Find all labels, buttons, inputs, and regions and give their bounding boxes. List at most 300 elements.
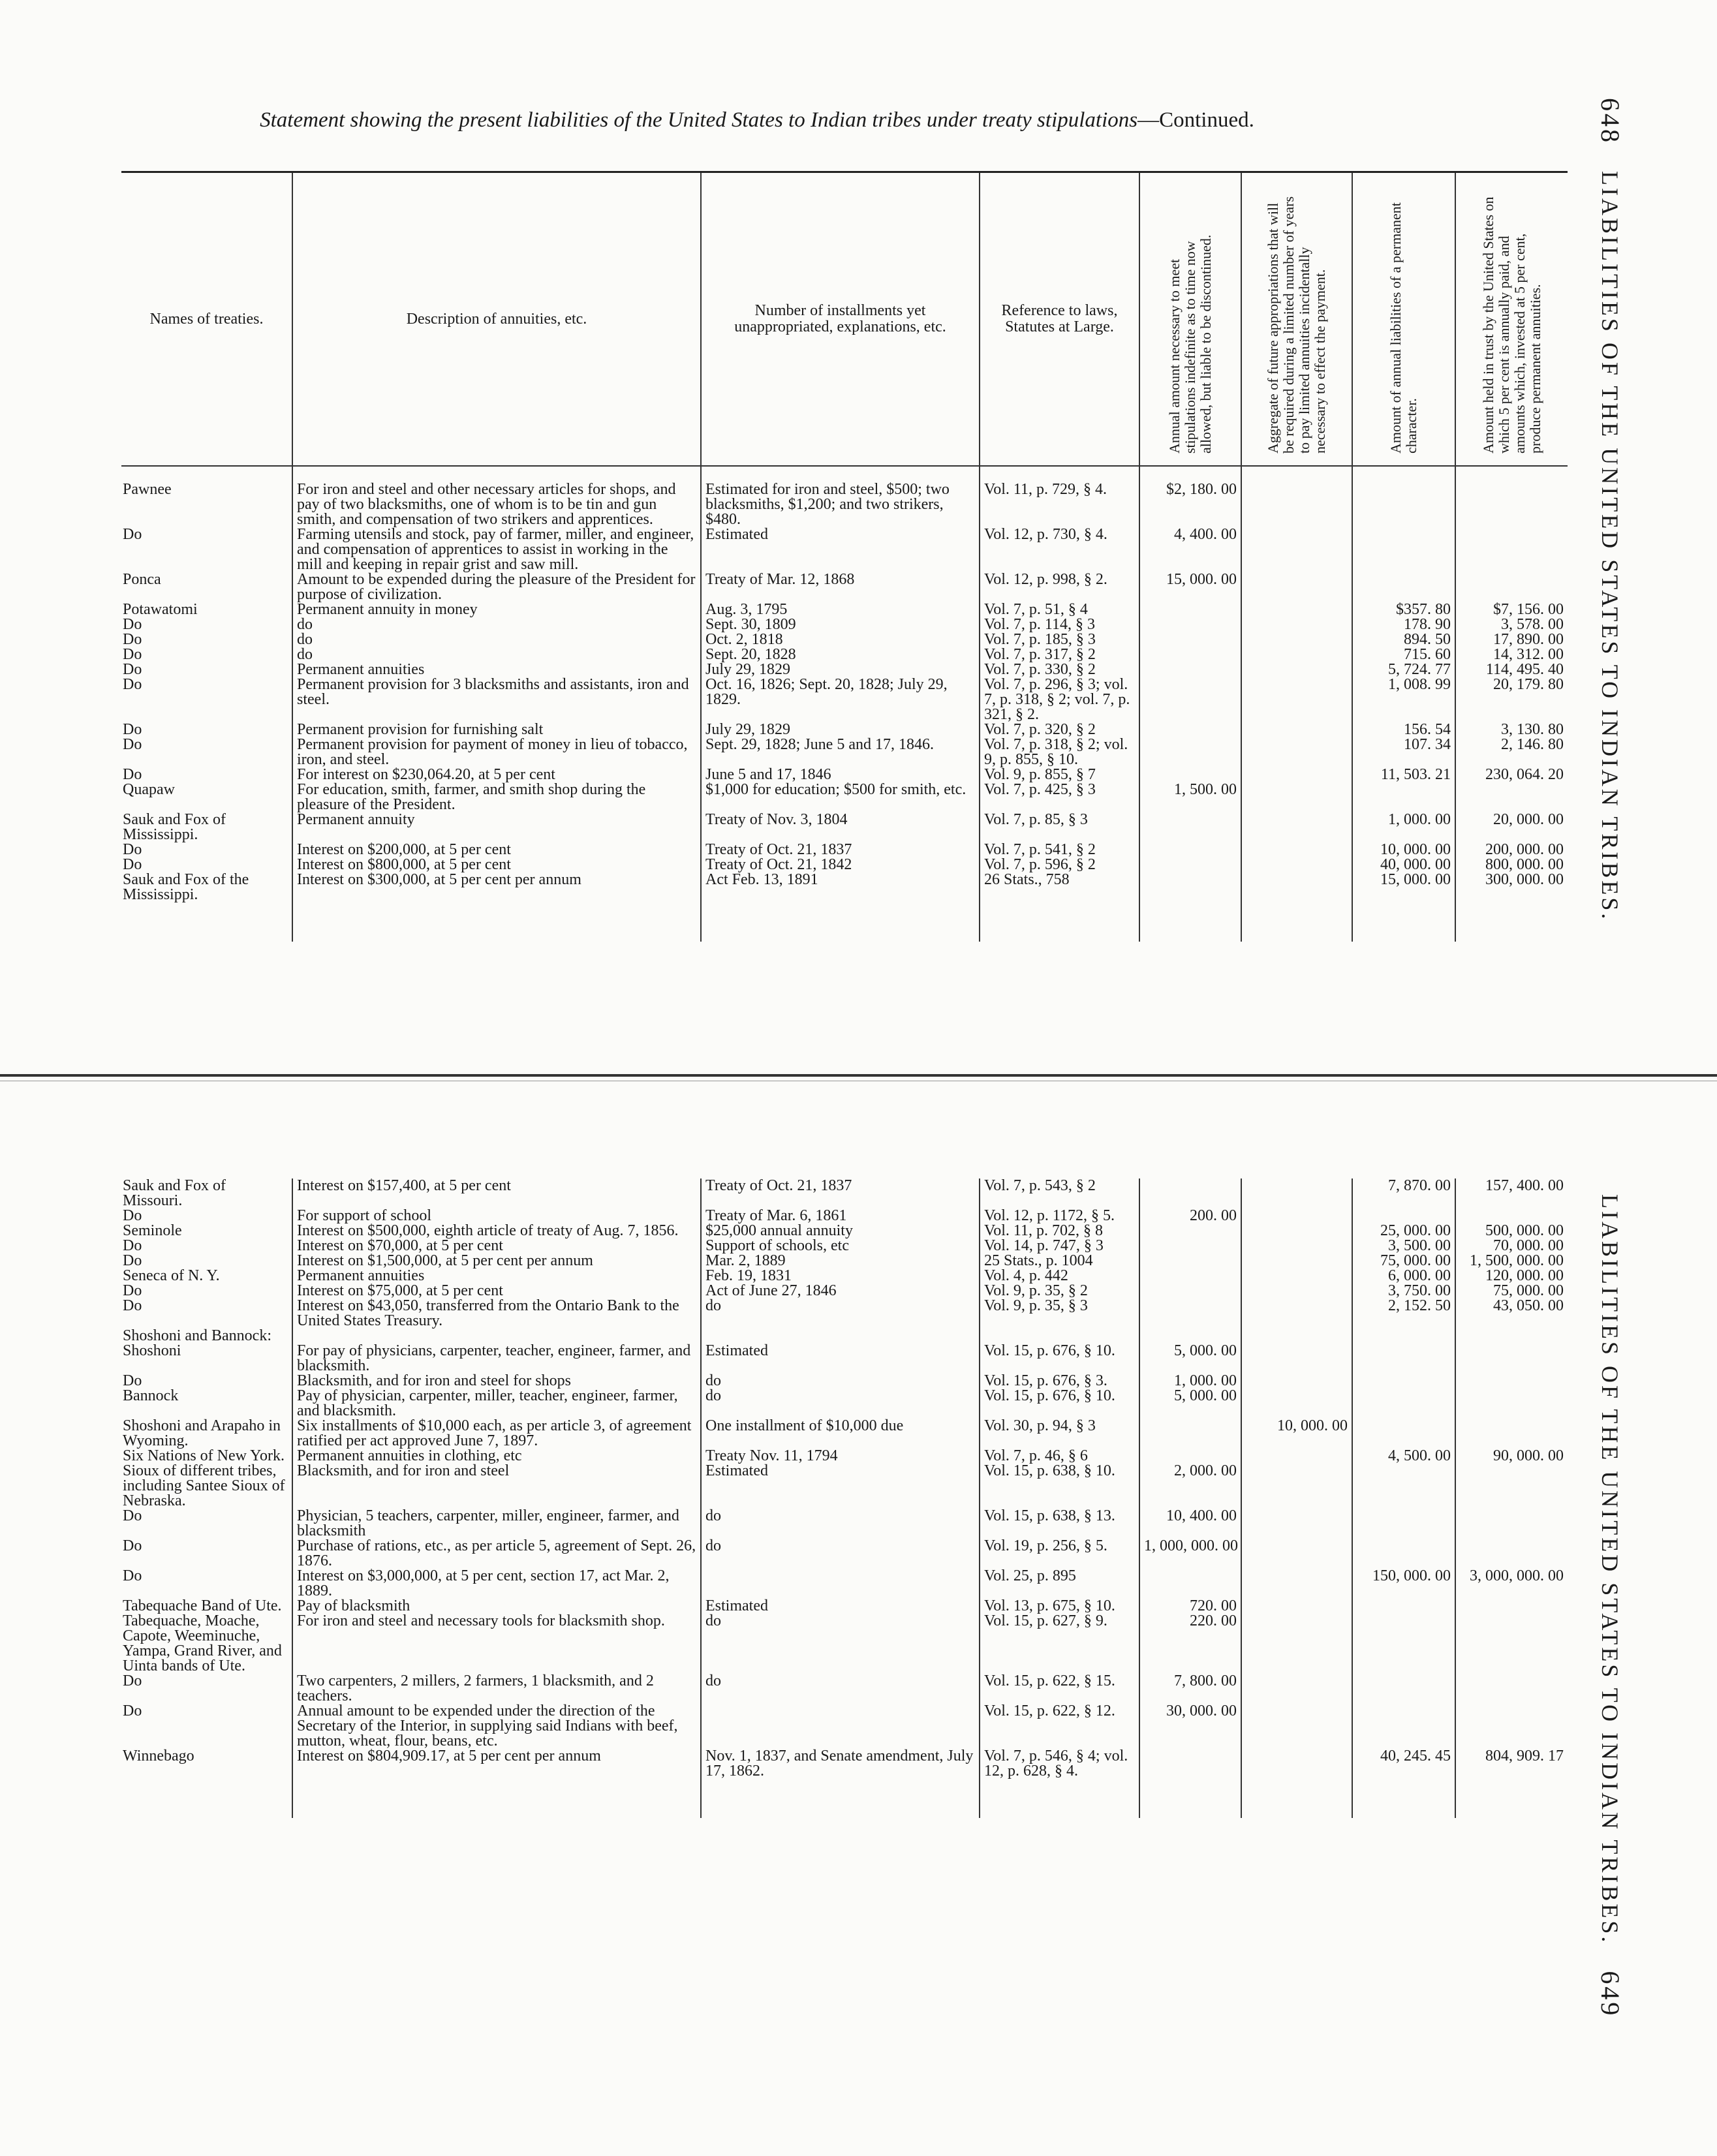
permanent-liability-cell: 10, 000. 00 — [1352, 842, 1455, 857]
trust-amount-cell — [1455, 1329, 1568, 1344]
permanent-liability-cell: 150, 000. 00 — [1352, 1569, 1455, 1599]
aggregate-cell — [1241, 842, 1352, 857]
trust-amount-cell: 804, 909. 17 — [1455, 1749, 1568, 1779]
installments-cell: do — [701, 1374, 980, 1389]
aggregate-cell — [1241, 1749, 1352, 1779]
aggregate-cell — [1241, 1224, 1352, 1239]
reference-cell: Vol. 15, p. 622, § 15. — [980, 1674, 1139, 1704]
annual-amount-cell — [1139, 1749, 1241, 1779]
description-cell: Interest on $800,000, at 5 per cent — [292, 857, 701, 872]
installments-cell: Act of June 27, 1846 — [701, 1284, 980, 1299]
table-row — [121, 1239, 1568, 1254]
aggregate-cell — [1241, 1239, 1352, 1254]
reference-cell: Vol. 9, p. 35, § 2 — [980, 1284, 1139, 1299]
aggregate-cell — [1241, 572, 1352, 602]
trust-amount-cell: 17, 890. 00 — [1455, 632, 1568, 647]
table-row — [121, 812, 1568, 842]
trust-amount-cell: 1, 500, 000. 00 — [1455, 1254, 1568, 1269]
treaty-name-cell: Sauk and Fox of the Mississippi. — [123, 872, 249, 902]
aggregate-cell — [1241, 812, 1352, 842]
aggregate-cell — [1241, 632, 1352, 647]
annual-amount-cell — [1139, 842, 1241, 857]
annual-amount-cell — [1139, 647, 1241, 662]
description-cell: Two carpenters, 2 millers, 2 farmers, 1 blacksmith, and 2 teachers. — [292, 1674, 701, 1704]
installments-cell: Support of schools, etc — [701, 1239, 980, 1254]
reference-cell: Vol. 25, p. 895 — [980, 1569, 1139, 1599]
trust-amount-cell — [1455, 1209, 1568, 1224]
running-title: LIABILITIES OF THE UNITED STATES TO INDIAN TRIBES. — [1597, 171, 1623, 922]
treaty-name-cell: Do — [123, 842, 142, 857]
aggregate-cell — [1241, 782, 1352, 812]
running-title: LIABILITIES OF THE UNITED STATES TO INDIAN TRIBES. — [1597, 1194, 1623, 1945]
annual-amount-cell — [1139, 1569, 1241, 1599]
description-cell: Blacksmith, and for iron and steel for shops — [292, 1374, 701, 1389]
table-row — [121, 842, 1568, 857]
aggregate-cell — [1241, 1704, 1352, 1749]
reference-cell: Vol. 7, p. 185, § 3 — [980, 632, 1139, 647]
permanent-liability-cell — [1352, 1344, 1455, 1374]
reference-cell: Vol. 15, p. 676, § 10. — [980, 1344, 1139, 1374]
annual-amount-cell — [1139, 1299, 1241, 1329]
trust-amount-cell: 3, 000, 000. 00 — [1455, 1569, 1568, 1599]
permanent-liability-cell — [1352, 1419, 1455, 1449]
permanent-liability-cell: 40, 000. 00 — [1352, 857, 1455, 872]
treaty-name-cell: Sauk and Fox of Mississippi. — [123, 812, 226, 842]
installments-cell: Treaty of Mar. 12, 1868 — [701, 572, 980, 602]
description-cell: For education, smith, farmer, and smith shop during the pleasure of the President. — [292, 782, 701, 812]
reference-cell: Vol. 19, p. 256, § 5. — [980, 1539, 1139, 1569]
liabilities-table-lower — [121, 1178, 1568, 1818]
aggregate-cell — [1241, 722, 1352, 737]
trust-amount-cell: 14, 312. 00 — [1455, 647, 1568, 662]
permanent-liability-cell: 15, 000. 00 — [1352, 872, 1455, 902]
annual-amount-cell: 30, 000. 00 — [1139, 1704, 1241, 1749]
page-title: Statement showing the present liabilities of the United States to Indian tribes under treaty stipulations—Continued. — [260, 108, 1254, 132]
permanent-liability-cell: 2, 152. 50 — [1352, 1299, 1455, 1329]
annual-amount-cell: 7, 800. 00 — [1139, 1674, 1241, 1704]
treaty-name-cell: Tabequache, Moache, Capote, Weeminuche, Yampa, Grand River, and Uinta bands of Ute. — [123, 1614, 282, 1674]
annual-amount-cell — [1139, 1449, 1241, 1464]
reference-cell: Vol. 14, p. 747, § 3 — [980, 1239, 1139, 1254]
permanent-liability-cell: 4, 500. 00 — [1352, 1449, 1455, 1464]
column-header: Aggregate of future appropriations that will be required during a limited number of years to pay limited annuities incidentally necessary to effect the payment. — [1241, 172, 1352, 467]
treaty-name-cell: Do — [123, 1674, 142, 1689]
table-row — [121, 1704, 1568, 1749]
annual-amount-cell: 5, 000. 00 — [1139, 1344, 1241, 1374]
reference-cell: Vol. 7, p. 541, § 2 — [980, 842, 1139, 857]
trust-amount-cell — [1455, 1599, 1568, 1614]
annual-amount-cell — [1139, 1269, 1241, 1284]
installments-cell: Feb. 19, 1831 — [701, 1269, 980, 1284]
aggregate-cell — [1241, 1374, 1352, 1389]
permanent-liability-cell — [1352, 572, 1455, 602]
trust-amount-cell — [1455, 1389, 1568, 1419]
permanent-liability-cell — [1352, 1539, 1455, 1569]
annual-amount-cell: 720. 00 — [1139, 1599, 1241, 1614]
reference-cell: Vol. 15, p. 638, § 13. — [980, 1509, 1139, 1539]
treaty-name-cell: Six Nations of New York. — [123, 1449, 285, 1464]
page-number: 649 — [1596, 1971, 1625, 2018]
reference-cell: Vol. 7, p. 318, § 2; vol. 9, p. 855, § 10. — [980, 737, 1139, 767]
aggregate-cell — [1241, 527, 1352, 572]
treaty-name-cell: Shoshoni and Bannock: — [123, 1329, 271, 1344]
installments-cell: Oct. 16, 1826; Sept. 20, 1828; July 29, 1829. — [701, 677, 980, 722]
table-row — [121, 1329, 1568, 1344]
treaty-name-cell: Do — [123, 1284, 142, 1299]
reference-cell: Vol. 30, p. 94, § 3 — [980, 1419, 1139, 1449]
trust-amount-cell: 3, 130. 80 — [1455, 722, 1568, 737]
description-cell: Interest on $3,000,000, at 5 per cent, section 17, act Mar. 2, 1889. — [292, 1569, 701, 1599]
table-row — [121, 872, 1568, 902]
table-end-row — [121, 1779, 1568, 1818]
installments-cell: Treaty of Mar. 6, 1861 — [701, 1209, 980, 1224]
column-header: Amount of annual liabilities of a permanent character. — [1352, 172, 1455, 467]
description-cell: Permanent annuities — [292, 1269, 701, 1284]
permanent-liability-cell: 107. 34 — [1352, 737, 1455, 767]
description-cell: do — [292, 632, 701, 647]
table-row — [121, 857, 1568, 872]
permanent-liability-cell: 40, 245. 45 — [1352, 1749, 1455, 1779]
installments-cell: do — [701, 1389, 980, 1419]
table-row — [121, 662, 1568, 677]
permanent-liability-cell — [1352, 1599, 1455, 1614]
annual-amount-cell — [1139, 722, 1241, 737]
trust-amount-cell — [1455, 527, 1568, 572]
table-row — [121, 1224, 1568, 1239]
table-header-row — [121, 172, 1568, 467]
permanent-liability-cell — [1352, 1329, 1455, 1344]
table-row — [121, 1539, 1568, 1569]
permanent-liability-cell: 178. 90 — [1352, 617, 1455, 632]
annual-amount-cell — [1139, 662, 1241, 677]
treaty-name-cell: Do — [123, 1539, 142, 1554]
table-end-row — [121, 902, 1568, 942]
annual-amount-cell: 200. 00 — [1139, 1209, 1241, 1224]
reference-cell: Vol. 9, p. 35, § 3 — [980, 1299, 1139, 1329]
installments-cell: July 29, 1829 — [701, 722, 980, 737]
annual-amount-cell: 5, 000. 00 — [1139, 1389, 1241, 1419]
installments-cell: Treaty of Oct. 21, 1837 — [701, 1178, 980, 1209]
treaty-name-cell: Do — [123, 647, 142, 662]
aggregate-cell — [1241, 857, 1352, 872]
aggregate-cell — [1241, 1599, 1352, 1614]
installments-cell: do — [701, 1509, 980, 1539]
liabilities-table-upper — [121, 171, 1568, 942]
permanent-liability-cell: 715. 60 — [1352, 647, 1455, 662]
aggregate-cell — [1241, 1254, 1352, 1269]
trust-amount-cell: 230, 064. 20 — [1455, 767, 1568, 782]
permanent-liability-cell — [1352, 1389, 1455, 1419]
trust-amount-cell: 70, 000. 00 — [1455, 1239, 1568, 1254]
description-cell: Physician, 5 teachers, carpenter, miller, engineer, farmer, and blacksmith — [292, 1509, 701, 1539]
reference-cell: Vol. 15, p. 676, § 10. — [980, 1389, 1139, 1419]
trust-amount-cell — [1455, 1539, 1568, 1569]
treaty-name-cell: Do — [123, 662, 142, 677]
reference-cell: Vol. 7, p. 320, § 2 — [980, 722, 1139, 737]
description-cell: For pay of physicians, carpenter, teacher, engineer, farmer, and blacksmith. — [292, 1344, 701, 1374]
spacer-row — [121, 466, 1568, 482]
trust-amount-cell: 120, 000. 00 — [1455, 1269, 1568, 1284]
treaty-name-cell: Do — [123, 1299, 142, 1314]
reference-cell — [980, 1329, 1139, 1344]
aggregate-cell — [1241, 1178, 1352, 1209]
installments-cell: do — [701, 1614, 980, 1674]
description-cell: Permanent provision for furnishing salt — [292, 722, 701, 737]
aggregate-cell — [1241, 872, 1352, 902]
permanent-liability-cell: $357. 80 — [1352, 602, 1455, 617]
reference-cell: Vol. 7, p. 46, § 6 — [980, 1449, 1139, 1464]
column-header: Reference to laws, Statutes at Large. — [980, 172, 1139, 467]
table-row — [121, 1419, 1568, 1449]
annual-amount-cell: 2, 000. 00 — [1139, 1464, 1241, 1509]
table-row — [121, 1449, 1568, 1464]
annual-amount-cell — [1139, 1329, 1241, 1344]
aggregate-cell — [1241, 1389, 1352, 1419]
aggregate-cell — [1241, 1299, 1352, 1329]
aggregate-cell — [1241, 1329, 1352, 1344]
installments-cell: Nov. 1, 1837, and Senate amendment, July 17, 1862. — [701, 1749, 980, 1779]
trust-amount-cell: 500, 000. 00 — [1455, 1224, 1568, 1239]
trust-amount-cell — [1455, 572, 1568, 602]
page-number: 648 — [1596, 98, 1625, 145]
table-row — [121, 1209, 1568, 1224]
installments-cell: One installment of $10,000 due — [701, 1419, 980, 1449]
permanent-liability-cell — [1352, 1509, 1455, 1539]
trust-amount-cell: 800, 000. 00 — [1455, 857, 1568, 872]
treaty-name-cell: Do — [123, 1239, 142, 1254]
installments-cell: Treaty Nov. 11, 1794 — [701, 1449, 980, 1464]
aggregate-cell — [1241, 1614, 1352, 1674]
installments-cell: Treaty of Oct. 21, 1837 — [701, 842, 980, 857]
aggregate-cell — [1241, 737, 1352, 767]
treaty-name-cell: Winnebago — [123, 1749, 194, 1764]
trust-amount-cell: 3, 578. 00 — [1455, 617, 1568, 632]
permanent-liability-cell: 11, 503. 21 — [1352, 767, 1455, 782]
annual-amount-cell: 4, 400. 00 — [1139, 527, 1241, 572]
aggregate-cell — [1241, 1209, 1352, 1224]
annual-amount-cell — [1139, 1419, 1241, 1449]
treaty-name-cell: Bannock — [123, 1389, 179, 1404]
table-row — [121, 677, 1568, 722]
description-cell: Blacksmith, and for iron and steel — [292, 1464, 701, 1509]
table-row — [121, 1344, 1568, 1374]
aggregate-cell — [1241, 677, 1352, 722]
table-row — [121, 617, 1568, 632]
trust-amount-cell: 90, 000. 00 — [1455, 1449, 1568, 1464]
description-cell: do — [292, 647, 701, 662]
trust-amount-cell — [1455, 1419, 1568, 1449]
description-cell: do — [292, 617, 701, 632]
running-header-bottom — [1595, 1194, 1626, 2018]
treaty-name-cell: Tabequache Band of Ute. — [123, 1599, 282, 1614]
aggregate-cell — [1241, 1464, 1352, 1509]
treaty-name-cell: Sauk and Fox of Missouri. — [123, 1178, 226, 1209]
description-cell: Permanent annuities — [292, 662, 701, 677]
table-row — [121, 1284, 1568, 1299]
table-row — [121, 722, 1568, 737]
description-cell: Interest on $70,000, at 5 per cent — [292, 1239, 701, 1254]
description-cell: Interest on $43,050, transferred from the Ontario Bank to the United States Treasury. — [292, 1299, 701, 1329]
trust-amount-cell — [1455, 482, 1568, 527]
table-row — [121, 1599, 1568, 1614]
aggregate-cell — [1241, 1449, 1352, 1464]
reference-cell: Vol. 7, p. 85, § 3 — [980, 812, 1139, 842]
aggregate-cell — [1241, 662, 1352, 677]
permanent-liability-cell — [1352, 1674, 1455, 1704]
table-row — [121, 1178, 1568, 1209]
description-cell: Interest on $500,000, eighth article of treaty of Aug. 7, 1856. — [292, 1224, 701, 1239]
table-row — [121, 1749, 1568, 1779]
treaty-name-cell: Do — [123, 737, 142, 753]
treaty-name-cell: Do — [123, 722, 142, 737]
permanent-liability-cell: 1, 000. 00 — [1352, 812, 1455, 842]
permanent-liability-cell — [1352, 1209, 1455, 1224]
reference-cell: Vol. 7, p. 425, § 3 — [980, 782, 1139, 812]
description-cell: Interest on $300,000, at 5 per cent per annum — [292, 872, 701, 902]
description-cell: For support of school — [292, 1209, 701, 1224]
treaty-name-cell: Do — [123, 677, 142, 693]
annual-amount-cell — [1139, 1178, 1241, 1209]
reference-cell: Vol. 15, p. 627, § 9. — [980, 1614, 1139, 1674]
annual-amount-cell — [1139, 812, 1241, 842]
installments-cell: Sept. 20, 1828 — [701, 647, 980, 662]
reference-cell: Vol. 15, p. 676, § 3. — [980, 1374, 1139, 1389]
treaty-name-cell: Pawnee — [123, 482, 172, 498]
annual-amount-cell — [1139, 1254, 1241, 1269]
table-row — [121, 1374, 1568, 1389]
installments-cell — [701, 1704, 980, 1749]
reference-cell: Vol. 7, p. 596, § 2 — [980, 857, 1139, 872]
reference-cell: Vol. 7, p. 317, § 2 — [980, 647, 1139, 662]
trust-amount-cell: 20, 000. 00 — [1455, 812, 1568, 842]
treaty-name-cell: Shoshoni — [123, 1344, 181, 1359]
aggregate-cell — [1241, 1539, 1352, 1569]
table-row — [121, 632, 1568, 647]
description-cell: For iron and steel and other necessary articles for shops, and pay of two blacksmiths, one of whom is to be tin and gun smith, and compensation of two strikers and apprentices. — [292, 482, 701, 527]
trust-amount-cell — [1455, 1614, 1568, 1674]
table-row — [121, 572, 1568, 602]
installments-cell: Sept. 30, 1809 — [701, 617, 980, 632]
annual-amount-cell — [1139, 602, 1241, 617]
trust-amount-cell: 114, 495. 40 — [1455, 662, 1568, 677]
description-cell: For iron and steel and necessary tools for blacksmith shop. — [292, 1614, 701, 1674]
aggregate-cell — [1241, 767, 1352, 782]
description-cell: Annual amount to be expended under the direction of the Secretary of the Interior, in supplying said Indians with beef, mutton, wheat, flour, beans, etc. — [292, 1704, 701, 1749]
reference-cell: Vol. 7, p. 51, § 4 — [980, 602, 1139, 617]
trust-amount-cell: 157, 400. 00 — [1455, 1178, 1568, 1209]
treaty-name-cell: Seneca of N. Y. — [123, 1269, 220, 1284]
description-cell: Pay of physician, carpenter, miller, teacher, engineer, farmer, and blacksmith. — [292, 1389, 701, 1419]
treaty-name-cell: Sioux of different tribes, including Santee Sioux of Nebraska. — [123, 1464, 285, 1509]
trust-amount-cell: 200, 000. 00 — [1455, 842, 1568, 857]
permanent-liability-cell — [1352, 482, 1455, 527]
treaty-name-cell: Do — [123, 617, 142, 632]
treaty-name-cell: Do — [123, 527, 142, 543]
reference-cell: Vol. 12, p. 730, § 4. — [980, 527, 1139, 572]
treaty-name-cell: Potawatomi — [123, 602, 198, 617]
permanent-liability-cell: 3, 500. 00 — [1352, 1239, 1455, 1254]
permanent-liability-cell: 1, 008. 99 — [1352, 677, 1455, 722]
permanent-liability-cell — [1352, 527, 1455, 572]
treaty-name-cell: Do — [123, 1704, 142, 1719]
annual-amount-cell: $2, 180. 00 — [1139, 482, 1241, 527]
annual-amount-cell — [1139, 632, 1241, 647]
reference-cell: Vol. 13, p. 675, § 10. — [980, 1599, 1139, 1614]
table-row — [121, 1674, 1568, 1704]
description-cell: Permanent provision for payment of money in lieu of tobacco, iron, and steel. — [292, 737, 701, 767]
annual-amount-cell — [1139, 872, 1241, 902]
description-cell: Interest on $200,000, at 5 per cent — [292, 842, 701, 857]
treaty-name-cell: Do — [123, 1374, 142, 1389]
treaty-name-cell: Do — [123, 1509, 142, 1524]
annual-amount-cell — [1139, 677, 1241, 722]
installments-cell: July 29, 1829 — [701, 662, 980, 677]
description-cell: Interest on $75,000, at 5 per cent — [292, 1284, 701, 1299]
permanent-liability-cell: 25, 000. 00 — [1352, 1224, 1455, 1239]
reference-cell: 25 Stats., p. 1004 — [980, 1254, 1139, 1269]
table-row — [121, 602, 1568, 617]
trust-amount-cell — [1455, 782, 1568, 812]
treaty-name-cell: Ponca — [123, 572, 161, 588]
trust-amount-cell: 300, 000. 00 — [1455, 872, 1568, 902]
permanent-liability-cell — [1352, 1614, 1455, 1674]
table-row — [121, 1614, 1568, 1674]
description-cell — [292, 1329, 701, 1344]
treaty-name-cell: Do — [123, 1569, 142, 1584]
table-row — [121, 1569, 1568, 1599]
description-cell: Amount to be expended during the pleasure of the President for purpose of civilization. — [292, 572, 701, 602]
permanent-liability-cell: 3, 750. 00 — [1352, 1284, 1455, 1299]
treaty-name-cell: Do — [123, 1209, 142, 1224]
annual-amount-cell — [1139, 1224, 1241, 1239]
annual-amount-cell: 10, 400. 00 — [1139, 1509, 1241, 1539]
reference-cell: Vol. 12, p. 1172, § 5. — [980, 1209, 1139, 1224]
reference-cell: Vol. 7, p. 546, § 4; vol. 12, p. 628, § 4. — [980, 1749, 1139, 1779]
treaty-name-cell: Do — [123, 767, 142, 782]
reference-cell: Vol. 11, p. 729, § 4. — [980, 482, 1139, 527]
column-header: Amount held in trust by the United States on which 5 per cent is annually paid, and amounts which, invested at 5 per cent, produce permanent annuities. — [1455, 172, 1568, 467]
aggregate-cell — [1241, 1284, 1352, 1299]
description-cell: Interest on $804,909.17, at 5 per cent per annum — [292, 1749, 701, 1779]
table-row — [121, 1509, 1568, 1539]
treaty-name-cell: Quapaw — [123, 782, 175, 798]
description-cell: Interest on $1,500,000, at 5 per cent per annum — [292, 1254, 701, 1269]
table-row — [121, 1389, 1568, 1419]
description-cell: Six installments of $10,000 each, as per article 3, of agreement ratified per act approved June 7, 1897. — [292, 1419, 701, 1449]
annual-amount-cell: 220. 00 — [1139, 1614, 1241, 1674]
treaty-name-cell: Do — [123, 857, 142, 872]
table-row — [121, 782, 1568, 812]
trust-amount-cell: 75, 000. 00 — [1455, 1284, 1568, 1299]
reference-cell: Vol. 15, p. 622, § 12. — [980, 1704, 1139, 1749]
permanent-liability-cell: 156. 54 — [1352, 722, 1455, 737]
annual-amount-cell: 1, 500. 00 — [1139, 782, 1241, 812]
permanent-liability-cell: 75, 000. 00 — [1352, 1254, 1455, 1269]
aggregate-cell — [1241, 482, 1352, 527]
installments-cell: Estimated — [701, 1344, 980, 1374]
reference-cell: Vol. 11, p. 702, § 8 — [980, 1224, 1139, 1239]
permanent-liability-cell: 7, 870. 00 — [1352, 1178, 1455, 1209]
trust-amount-cell — [1455, 1674, 1568, 1704]
table-row — [121, 1299, 1568, 1329]
permanent-liability-cell: 894. 50 — [1352, 632, 1455, 647]
description-cell: Farming utensils and stock, pay of farmer, miller, and engineer, and compensation of apprentices to assist in working in the mill and keeping in repair grist and saw mill. — [292, 527, 701, 572]
description-cell: Interest on $157,400, at 5 per cent — [292, 1178, 701, 1209]
aggregate-cell — [1241, 647, 1352, 662]
trust-amount-cell: 20, 179. 80 — [1455, 677, 1568, 722]
installments-cell: do — [701, 1674, 980, 1704]
table-row — [121, 767, 1568, 782]
